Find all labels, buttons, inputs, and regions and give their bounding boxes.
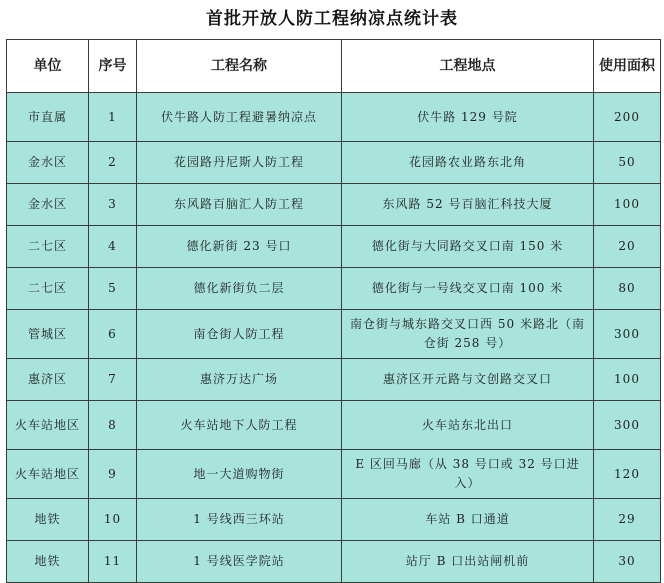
cell-location: 站厅 B 口出站闸机前 <box>342 541 594 583</box>
cell-area: 300 <box>594 310 661 359</box>
stats-table <box>6 39 661 583</box>
table-row <box>7 450 661 499</box>
cell-no: 2 <box>89 142 137 184</box>
table-row <box>7 359 661 401</box>
cell-unit: 管城区 <box>7 310 89 359</box>
cell-no: 8 <box>89 401 137 450</box>
cell-name: 东风路百脑汇人防工程 <box>137 184 342 226</box>
cell-location: E 区回马廊（从 38 号口或 32 号口进入） <box>342 450 594 499</box>
cell-area: 300 <box>594 401 661 450</box>
cell-area: 30 <box>594 541 661 583</box>
table-row <box>7 310 661 359</box>
cell-area: 80 <box>594 268 661 310</box>
table-row <box>7 541 661 583</box>
header-area: 使用面积 <box>594 40 661 93</box>
table-row <box>7 401 661 450</box>
table-row <box>7 93 661 142</box>
cell-location: 东风路 52 号百脑汇科技大厦 <box>342 184 594 226</box>
cell-location: 德化街与一号线交叉口南 100 米 <box>342 268 594 310</box>
cell-no: 9 <box>89 450 137 499</box>
cell-no: 1 <box>89 93 137 142</box>
cell-location: 南仓街与城东路交叉口西 50 米路北（南仓街 258 号） <box>342 310 594 359</box>
cell-location: 伏牛路 129 号院 <box>342 93 594 142</box>
cell-unit: 金水区 <box>7 142 89 184</box>
cell-name: 德化新街 23 号口 <box>137 226 342 268</box>
header-name: 工程名称 <box>137 40 342 93</box>
cell-unit: 二七区 <box>7 226 89 268</box>
cell-no: 10 <box>89 499 137 541</box>
cell-area: 20 <box>594 226 661 268</box>
header-location: 工程地点 <box>342 40 594 93</box>
cell-name: 伏牛路人防工程避暑纳凉点 <box>137 93 342 142</box>
header-row <box>7 40 661 93</box>
cell-unit: 地铁 <box>7 541 89 583</box>
cell-name: 火车站地下人防工程 <box>137 401 342 450</box>
cell-no: 5 <box>89 268 137 310</box>
table-row <box>7 268 661 310</box>
cell-unit: 火车站地区 <box>7 450 89 499</box>
cell-area: 120 <box>594 450 661 499</box>
cell-name: 花园路丹尼斯人防工程 <box>137 142 342 184</box>
cell-area: 100 <box>594 359 661 401</box>
cell-no: 6 <box>89 310 137 359</box>
cell-unit: 市直属 <box>7 93 89 142</box>
cell-location: 火车站东北出口 <box>342 401 594 450</box>
cell-area: 29 <box>594 499 661 541</box>
cell-name: 南仓街人防工程 <box>137 310 342 359</box>
cell-no: 3 <box>89 184 137 226</box>
table-row <box>7 226 661 268</box>
cell-name: 1 号线医学院站 <box>137 541 342 583</box>
cell-location: 惠济区开元路与文创路交叉口 <box>342 359 594 401</box>
cell-name: 惠济万达广场 <box>137 359 342 401</box>
cell-area: 200 <box>594 93 661 142</box>
cell-unit: 惠济区 <box>7 359 89 401</box>
cell-no: 11 <box>89 541 137 583</box>
header-no: 序号 <box>89 40 137 93</box>
cell-unit: 金水区 <box>7 184 89 226</box>
cell-location: 德化街与大同路交叉口南 150 米 <box>342 226 594 268</box>
cell-location: 花园路农业路东北角 <box>342 142 594 184</box>
cell-no: 4 <box>89 226 137 268</box>
header-unit: 单位 <box>7 40 89 93</box>
cell-area: 50 <box>594 142 661 184</box>
cell-unit: 地铁 <box>7 499 89 541</box>
cell-no: 7 <box>89 359 137 401</box>
table-row <box>7 142 661 184</box>
cell-unit: 火车站地区 <box>7 401 89 450</box>
cell-area: 100 <box>594 184 661 226</box>
cell-location: 车站 B 口通道 <box>342 499 594 541</box>
cell-name: 1 号线西三环站 <box>137 499 342 541</box>
table-row <box>7 499 661 541</box>
page-title: 首批开放人防工程纳凉点统计表 <box>206 9 458 29</box>
cell-unit: 二七区 <box>7 268 89 310</box>
cell-name: 德化新街负二层 <box>137 268 342 310</box>
cell-name: 地一大道购物街 <box>137 450 342 499</box>
table-row <box>7 184 661 226</box>
